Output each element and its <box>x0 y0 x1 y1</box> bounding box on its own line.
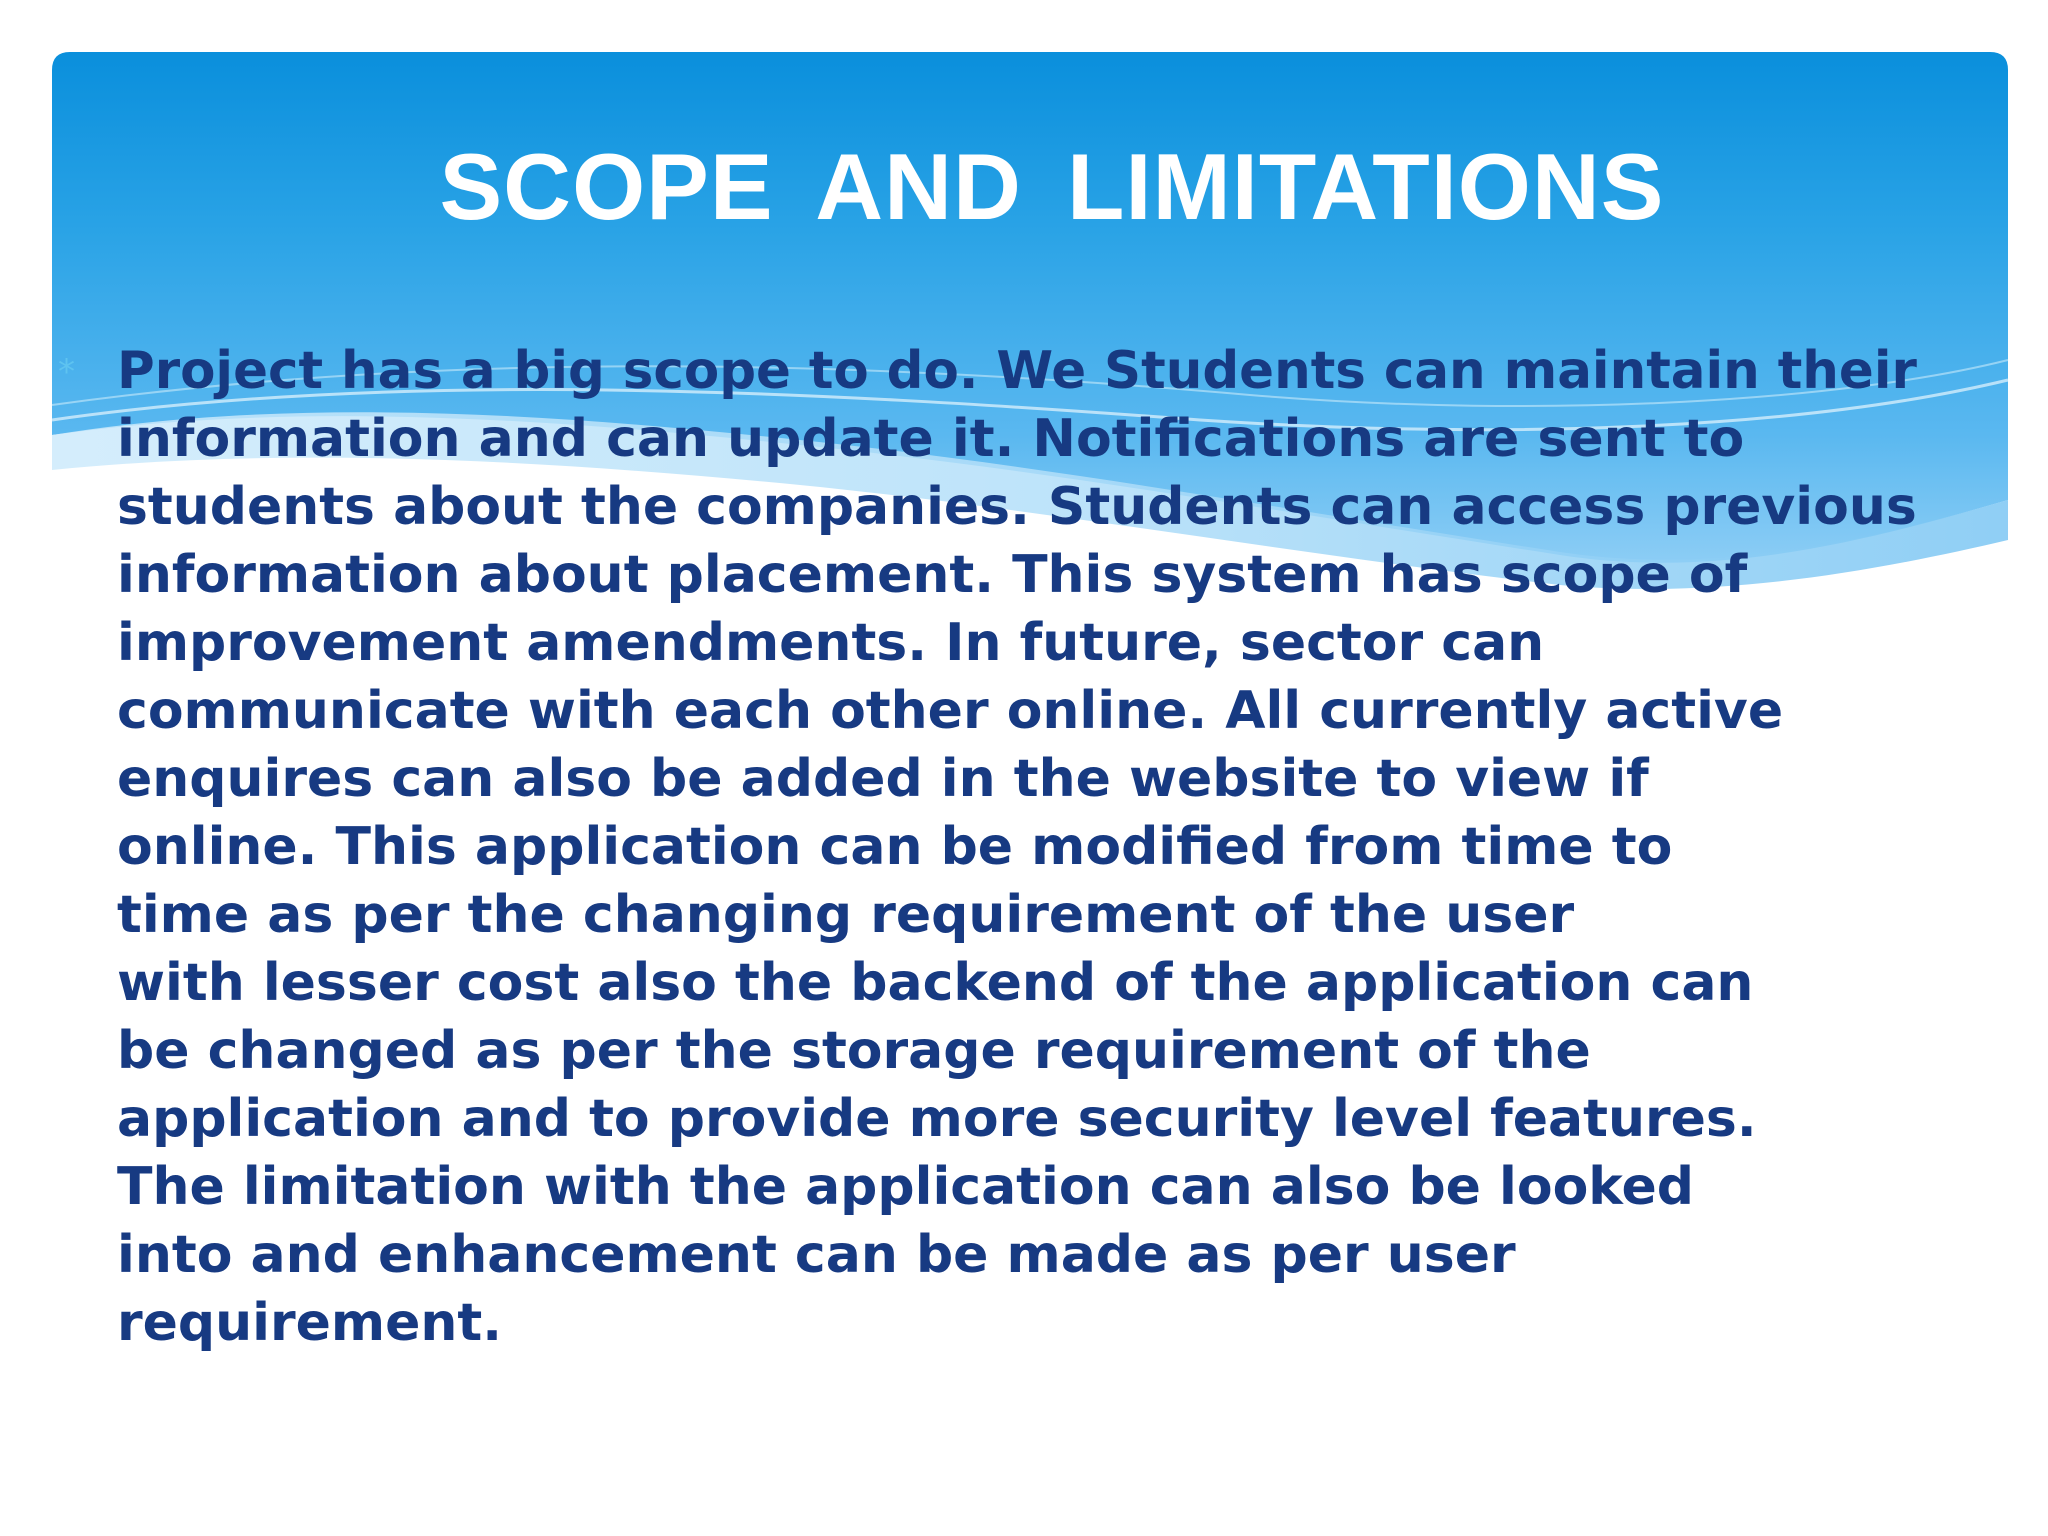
body-paragraph <box>117 337 1917 1357</box>
body-line: Project has a big scope to do. We Students can maintain their <box>117 341 1917 401</box>
bullet-asterisk-icon: * <box>58 352 75 392</box>
body-line: into and enhancement can be made as per user <box>117 1225 1516 1285</box>
body-line: time as per the changing requirement of the user <box>117 885 1575 945</box>
slide-title: SCOPE AND LIMITATIONS <box>439 134 1665 239</box>
body-line: with lesser cost also the backend of the application can <box>117 953 1754 1013</box>
body-line: The limitation with the application can also be looked <box>117 1157 1694 1217</box>
body-line: online. This application can be modified from time to <box>117 817 1673 877</box>
body-line: students about the companies. Students can access previous <box>117 477 1917 537</box>
body-line: communicate with each other online. All currently active <box>117 681 1784 741</box>
body-line: improvement amendments. In future, sector can <box>117 613 1545 673</box>
body-line: information and can update it. Notifications are sent to <box>117 409 1745 469</box>
body-line: application and to provide more security level features. <box>117 1089 1757 1149</box>
body-line: enquires can also be added in the website to view if <box>117 749 1649 809</box>
body-line: be changed as per the storage requirement of the <box>117 1021 1591 1081</box>
body-line: requirement. <box>117 1293 502 1353</box>
body-line: information about placement. This system has scope of <box>117 545 1748 605</box>
